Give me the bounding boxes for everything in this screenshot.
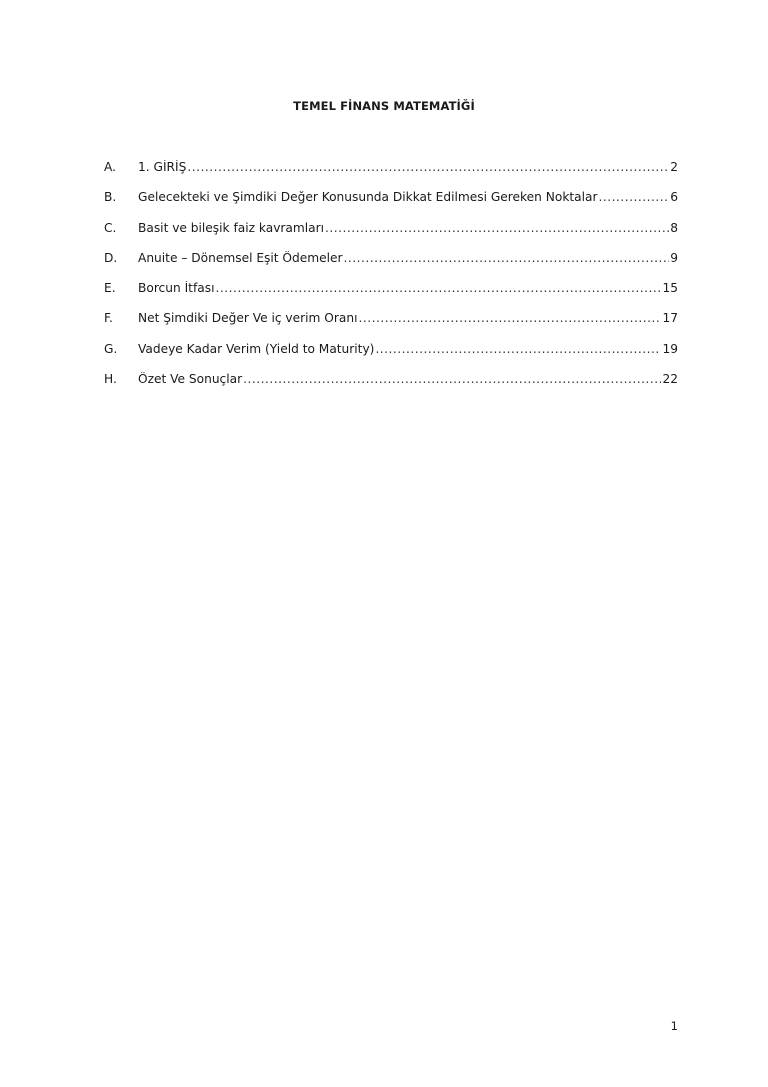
- toc-item-page: 15: [662, 281, 678, 296]
- toc-item-entry: [138, 281, 678, 295]
- toc-item-letter: H.: [104, 372, 117, 387]
- toc-item-b[interactable]: [104, 190, 678, 220]
- toc-item-page: 17: [662, 311, 678, 326]
- toc-dot-leader: [243, 372, 661, 386]
- toc-item-c[interactable]: [104, 221, 678, 251]
- toc-item-page: 22: [662, 372, 678, 387]
- toc-item-page: 2: [670, 160, 678, 174]
- document-title: TEMEL FİNANS MATEMATİĞİ: [293, 99, 475, 113]
- toc-item-text: Gelecekteki ve Şimdiki Değer Konusunda Dikkat Edilmesi Gereken Noktalar: [138, 190, 598, 205]
- toc-item-letter: A.: [104, 160, 116, 174]
- toc-item-letter: B.: [104, 190, 117, 205]
- toc-item-text: 1. GİRİŞ: [138, 160, 187, 174]
- toc-item-page: 8: [670, 220, 678, 235]
- toc-item-entry: [138, 190, 678, 204]
- toc-item-d[interactable]: [104, 251, 678, 281]
- toc-item-entry: [138, 251, 678, 265]
- toc-dot-leader: [215, 281, 661, 295]
- toc-dot-leader: [375, 342, 661, 356]
- toc-dot-leader: [187, 160, 669, 174]
- toc-dot-leader: [344, 251, 670, 265]
- toc-item-a[interactable]: [104, 160, 678, 190]
- toc-item-g[interactable]: [104, 342, 678, 372]
- page-number: 1: [670, 1019, 678, 1033]
- toc-dot-leader: [599, 190, 670, 204]
- toc-item-letter: E.: [104, 281, 116, 296]
- toc-item-entry: [138, 311, 678, 325]
- toc-item-text: Basit ve bileşik faiz kavramları: [138, 220, 325, 235]
- toc-item-page: 19: [662, 341, 678, 356]
- table-of-contents: [104, 160, 678, 402]
- toc-item-letter: F.: [104, 311, 113, 326]
- toc-item-letter: G.: [104, 341, 118, 356]
- toc-item-text: Anuite – Dönemsel Eşit Ödemeler: [138, 250, 343, 265]
- toc-dot-leader: [358, 311, 661, 325]
- toc-item-entry: [138, 342, 678, 356]
- toc-item-entry: [138, 221, 678, 235]
- toc-item-entry: [138, 372, 678, 386]
- toc-item-page: 9: [670, 250, 678, 265]
- toc-item-text: Net Şimdiki Değer Ve iç verim Oranı: [138, 311, 358, 326]
- toc-dot-leader: [325, 221, 669, 235]
- toc-item-letter: D.: [104, 250, 118, 265]
- toc-item-letter: C.: [104, 220, 117, 235]
- toc-item-entry: [138, 160, 678, 174]
- toc-item-e[interactable]: [104, 281, 678, 311]
- toc-item-text: Borcun İtfası: [138, 281, 215, 296]
- toc-item-page: 6: [670, 190, 678, 205]
- toc-item-text: Vadeye Kadar Verim (Yield to Maturity): [138, 341, 375, 356]
- toc-item-text: Özet Ve Sonuçlar: [138, 372, 243, 387]
- toc-item-f[interactable]: [104, 311, 678, 341]
- toc-item-h[interactable]: [104, 372, 678, 402]
